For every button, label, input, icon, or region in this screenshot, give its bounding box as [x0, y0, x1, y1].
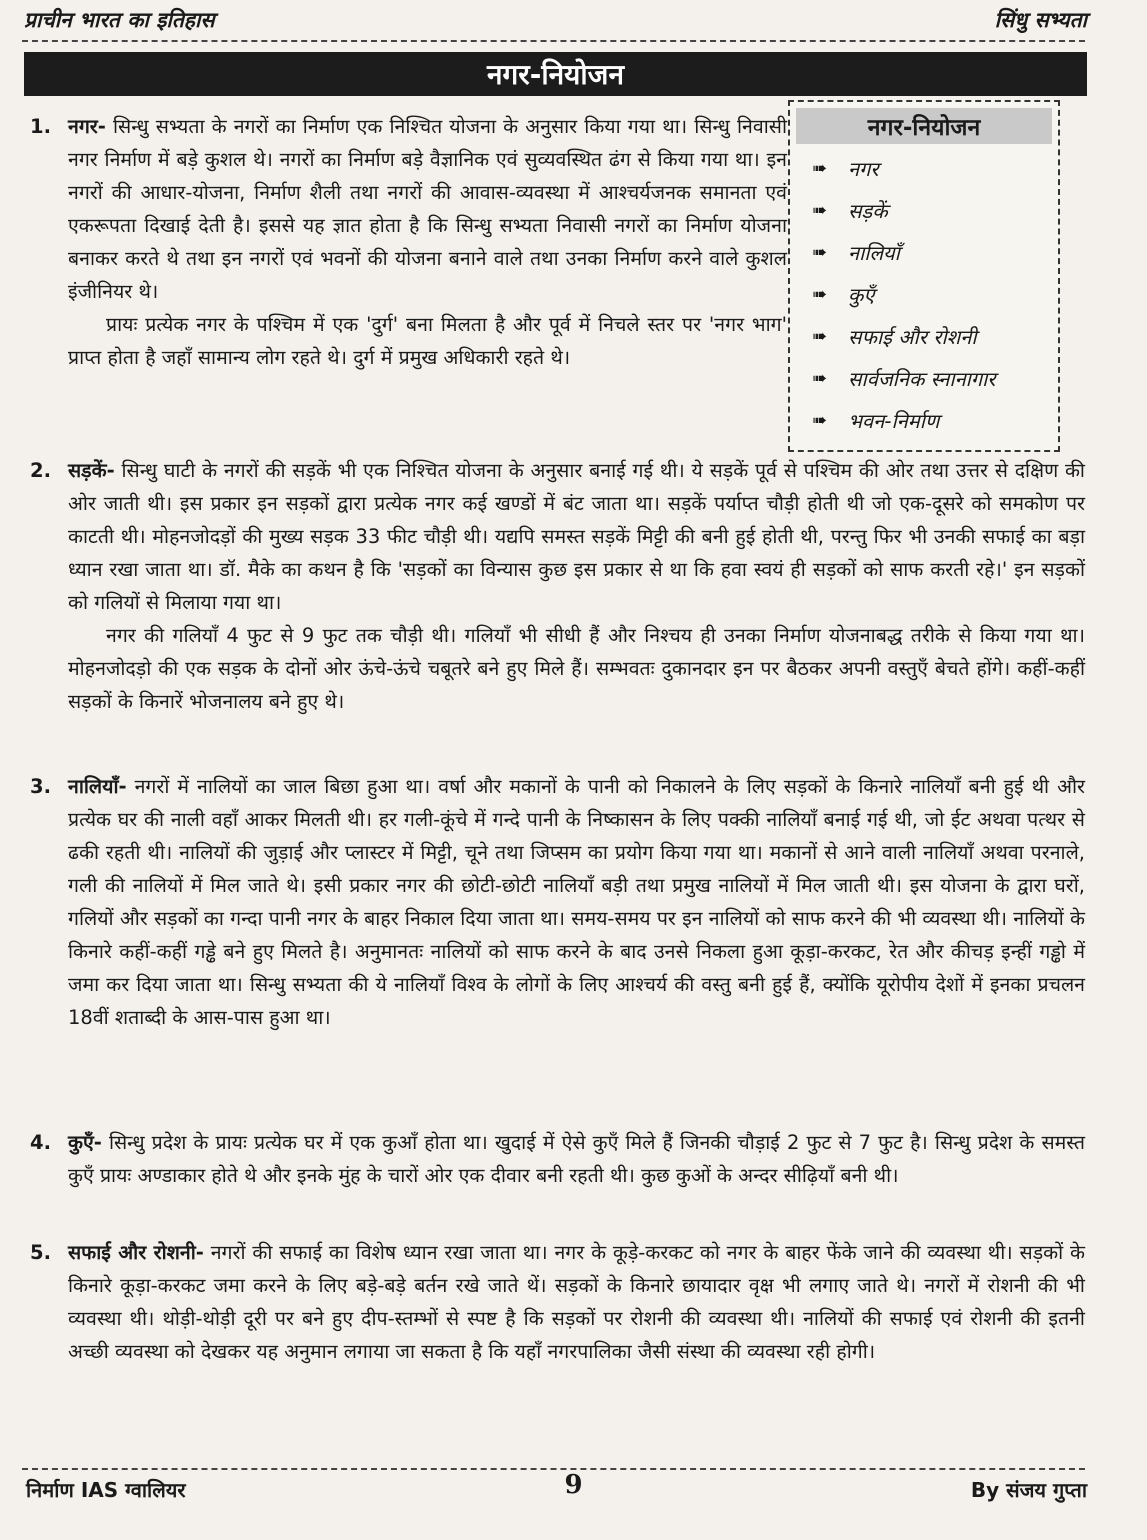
topics-box: [788, 100, 1060, 452]
section-heading: नगर-: [68, 115, 106, 138]
section-number: 2.: [30, 459, 51, 482]
topic-label: सड़कें: [848, 199, 888, 223]
topic-label: नालियाँ: [848, 241, 900, 265]
section-text: नगरों में नालियों का जाल बिछा हुआ था। वर्षा और मकानों के पानी को निकालने के लिए सड़कों के किनारे नालियाँ बनी हुई थी और प्रत्येक घर की नाली वहाँ आकर मिलती थी। हर गली-कूंचे में गन्दे पानी के निष्कासन के लिए पक्की नालियाँ बनाई गई थी, जो ईट अथवा पत्थर से ढकी रहती थी। नालियों की जुड़ाई और प्लास्टर में मिट्टी, चूने तथा जिप्सम का प्रयोग किया गया था। मकानों से आने वाली नालियाँ अथवा परनाले, गली की नालियों में मिल जाते थे। इसी प्रकार नगर की छोटी-छोटी नालियाँ बड़ी तथा प्रमुख नालियों में मिल जाती थी। इस योजना के द्वारा घरों, गलियों और सड़कों का गन्दा पानी नगर के बाहर निकाल दिया जाता था। समय-समय पर इन नालियों को साफ करने की भी व्यवस्था थी। नालियों के किनारे कहीं-कहीं गड्ढे बने हुए मिलते है। अनुमानतः नालियों को साफ करने के बाद उनसे निकला हुआ कूड़ा-करकट, रेत और कीचड़ इन्हीं गड्ढो में जमा कर दिया जाता था। सिन्धु सभ्यता की ये नालियाँ विश्व के लोगों के लिए आश्चर्य की वस्तु बनी हुई हैं, क्योंकि यूरोपीय देशों में इनका प्रचलन 18वीं शताब्दी के आस-पास हुआ था।: [68, 775, 1085, 1029]
list-item: [812, 274, 1058, 316]
section-nagar: [30, 110, 787, 374]
header-chapter-title: सिंधु सभ्यता: [994, 8, 1087, 32]
topics-list: [790, 148, 1058, 442]
topic-label: सफाई और रोशनी: [848, 325, 977, 349]
section-heading: कुएँ-: [68, 1131, 102, 1154]
section-text: सिन्धु प्रदेश के प्रायः प्रत्येक घर में एक कुआँ होता था। खुदाई में ऐसे कुएँ मिले हैं जिनकी चौड़ाई 2 फुट से 7 फुट है। सिन्धु प्रदेश के समस्त कुएँ प्रायः अण्डाकार होते थे और इनके मुंह के चारों ओर एक दीवार बनी रहती थी। कुछ कुओं के अन्दर सीढ़ियाँ बनी थी।: [68, 1131, 1085, 1187]
section-number: 4.: [30, 1131, 51, 1154]
section-text: नगरों की सफाई का विशेष ध्यान रखा जाता था। नगर के कूड़े-करकट को नगर के बाहर फेंके जाने की व्यवस्था थी। सड़कों के किनारे कूड़ा-करकट जमा करने के लिए बड़े-बड़े बर्तन रखे जाते थें। सड़कों के किनारे छायादार वृक्ष भी लगाए जाते थे। नगरों में रोशनी की भी व्यवस्था थी। थोड़ी-थोड़ी दूरी पर बने हुए दीप-स्तम्भों से स्पष्ट है कि सड़कों पर रोशनी की व्यवस्था थी। नालियों की सफाई एवं रोशनी की इतनी अच्छी व्यवस्था को देखकर यह अनुमान लगाया जा सकता है कि यहाँ नगरपालिका जैसी संस्था की व्यवस्था रही होगी।: [68, 1241, 1085, 1363]
list-item: [812, 400, 1058, 442]
topics-box-title: नगर-नियोजन: [796, 108, 1052, 144]
section-text: सिन्धु सभ्यता के नगरों का निर्माण एक निश्चित योजना के अनुसार किया गया था। सिन्धु निवासी नगर निर्माण में बड़े कुशल थे। नगरों का निर्माण बड़े वैज्ञानिक एवं सुव्यवस्थित ढंग से किया गया था। इन नगरों की आधार-योजना, निर्माण शैली तथा नगरों की आवास-व्यवस्था में आश्चर्यजनक समानता एवं एकरूपता दिखाई देती है। इससे यह ज्ञात होता है कि सिन्धु सभ्यता निवासी नगरों का निर्माण योजना बनाकर करते थे तथा इन नगरों एवं भवनों की योजना बनाने वाले तथा उनका निर्माण करने वाले कुशल इंजीनियर थे।: [68, 115, 787, 303]
section-number: 1.: [30, 115, 51, 138]
arrow-icon: ➠: [812, 200, 828, 221]
arrow-icon: ➠: [812, 326, 828, 347]
list-item: [812, 148, 1058, 190]
section-naliyan: [30, 770, 1085, 1034]
list-item: [812, 358, 1058, 400]
topic-label: नगर: [848, 157, 879, 181]
header-book-title: प्राचीन भारत का इतिहास: [24, 8, 215, 32]
section-safai-roshni: [30, 1236, 1085, 1368]
topic-label: सार्वजनिक स्नानागार: [848, 367, 996, 391]
arrow-icon: ➠: [812, 284, 828, 305]
footer-author: By संजय गुप्ता: [970, 1478, 1087, 1502]
topic-label: भवन-निर्माण: [848, 409, 940, 433]
section-heading: सफाई और रोशनी-: [68, 1241, 204, 1264]
arrow-icon: ➠: [812, 410, 828, 431]
header-divider: [22, 40, 1085, 42]
section-heading: सड़कें-: [68, 459, 115, 482]
section-text: सिन्धु घाटी के नगरों की सड़कें भी एक निश्चित योजना के अनुसार बनाई गई थी। ये सड़कें पूर्व से पश्चिम की ओर तथा उत्तर से दक्षिण की ओर जाती थी। इस प्रकार इन सड़कों द्वारा प्रत्येक नगर कई खण्डों में बंट जाता था। सड़कें पर्याप्त चौड़ी होती थी जो एक-दूसरे को समकोण पर काटती थी। मोहनजोदड़ों की मुख्य सड़क 33 फीट चौड़ी थी। यद्यपि समस्त सड़कें मिट्टी की बनी हुई होती थी, परन्तु फिर भी उनकी सफाई का बड़ा ध्यान रखा जाता था। डॉ. मैके का कथन है कि 'सड़कों का विन्यास कुछ इस प्रकार से था कि हवा स्वयं ही सड़कों को साफ करती रहे।' इन सड़कों को गलियों से मिलाया गया था।: [68, 459, 1085, 614]
section-number: 5.: [30, 1241, 51, 1264]
section-paragraph: प्रायः प्रत्येक नगर के पश्चिम में एक 'दुर्ग' बना मिलता है और पूर्व में निचले स्तर पर 'नगर भाग' प्राप्त होता है जहाँ सामान्य लोग रहते थे। दुर्ग में प्रमुख अधिकारी रहते थे।: [68, 313, 787, 369]
section-number: 3.: [30, 775, 51, 798]
topic-label: कुएँ: [848, 283, 875, 307]
arrow-icon: ➠: [812, 242, 828, 263]
page-number: 9: [564, 1470, 583, 1500]
footer-publisher: निर्माण IAS ग्वालियर: [26, 1478, 186, 1502]
arrow-icon: ➠: [812, 368, 828, 389]
section-sadaken: [30, 454, 1085, 718]
section-kuen: [30, 1126, 1085, 1192]
list-item: [812, 316, 1058, 358]
arrow-icon: ➠: [812, 158, 828, 179]
section-paragraph: नगर की गलियाँ 4 फुट से 9 फुट तक चौड़ी थी। गलियाँ भी सीधी हैं और निश्चय ही उनका निर्माण योजनाबद्ध तरीके से किया गया था। मोहनजोदड़ो की एक सड़क के दोनों ओर ऊंचे-ऊंचे चबूतरे बने हुए मिले हैं। सम्भवतः दुकानदार इन पर बैठकर अपनी वस्तुएँ बेचते होंगे। कहीं-कहीं सड़कों के किनारें भोजनालय बने हुए थे।: [68, 624, 1085, 713]
section-banner: नगर-नियोजन: [24, 52, 1087, 96]
list-item: [812, 232, 1058, 274]
section-heading: नालियाँ-: [68, 775, 127, 798]
list-item: [812, 190, 1058, 232]
